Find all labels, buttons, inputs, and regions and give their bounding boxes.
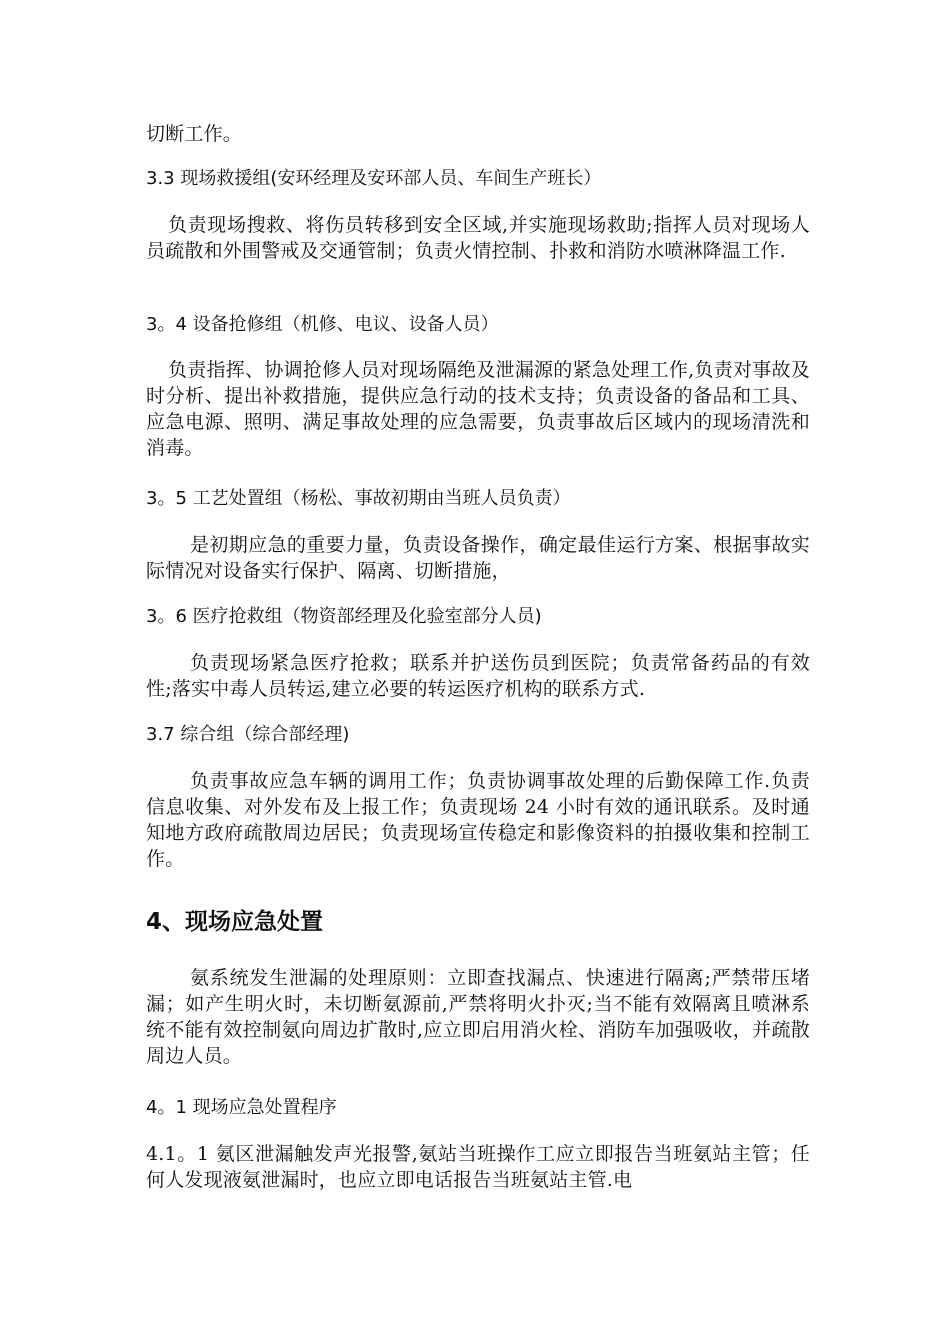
section-3-7-body: 负责事故应急车辆的调用工作；负责协调事故处理的后勤保障工作.负责信息收集、对外发布及上报工作；负责现场 24 小时有效的通讯联系。及时通知地方政府疏散周边居民；负责现场宣传稳定和影像资料的拍摄收集和控制工作。 (146, 770, 810, 870)
section-3-5-title: 3。5 工艺处置组（杨松、事故初期由当班人员负责） (146, 488, 571, 509)
section-3-3-body: 负责现场搜救、将伤员转移到安全区域,并实施现场救助;指挥人员对现场人员疏散和外围警戒及交通管制；负责火情控制、扑救和消防水喷淋降温工作. (146, 214, 810, 262)
section-3-5-body: 是初期应急的重要力量，负责设备操作，确定最佳运行方案、根据事故实际情况对设备实行保护、隔离、切断措施， (146, 534, 810, 582)
section-3-4-title: 3。4 设备抢修组（机修、电议、设备人员） (146, 314, 499, 335)
section-3-6-title: 3。6 医疗抢救组（物资部经理及化验室部分人员) (146, 606, 542, 627)
section-3-3-title: 3.3 现场救援组(安环经理及安环部人员、车间生产班长） (146, 168, 602, 189)
section-4-1-1-body: 4.1。1 氨区泄漏触发声光报警,氨站当班操作工应立即报告当班氨站主管；任何人发现液氨泄漏时，也应立即电话报告当班氨站主管.电 (146, 1143, 810, 1191)
section-3-7-title: 3.7 综合组（综合部经理) (146, 724, 350, 745)
section-4-heading: 4、现场应急处置 (146, 909, 324, 935)
continuation-paragraph: 切断工作。 (146, 123, 243, 145)
section-4-1-title: 4。1 现场应急处置程序 (146, 1097, 337, 1118)
section-3-6-body: 负责现场紧急医疗抢救；联系并护送伤员到医院；负责常备药品的有效性;落实中毒人员转运,建立必要的转运医疗机构的联系方式. (146, 652, 810, 700)
section-4-body: 氨系统发生泄漏的处理原则：立即查找漏点、快速进行隔离;严禁带压堵漏；如产生明火时，未切断氨源前,严禁将明火扑灭;当不能有效隔离且喷淋系统不能有效控制氨向周边扩散时,应立即启用消火栓、消防车加强吸收，并疏散周边人员。 (146, 967, 810, 1067)
section-3-4-body: 负责指挥、协调抢修人员对现场隔绝及泄漏源的紧急处理工作,负责对事故及时分析、提出补救措施，提供应急行动的技术支持；负责设备的备品和工具、应急电源、照明、满足事故处理的应急需要，负责事故后区域内的现场清洗和消毒。 (146, 359, 810, 459)
